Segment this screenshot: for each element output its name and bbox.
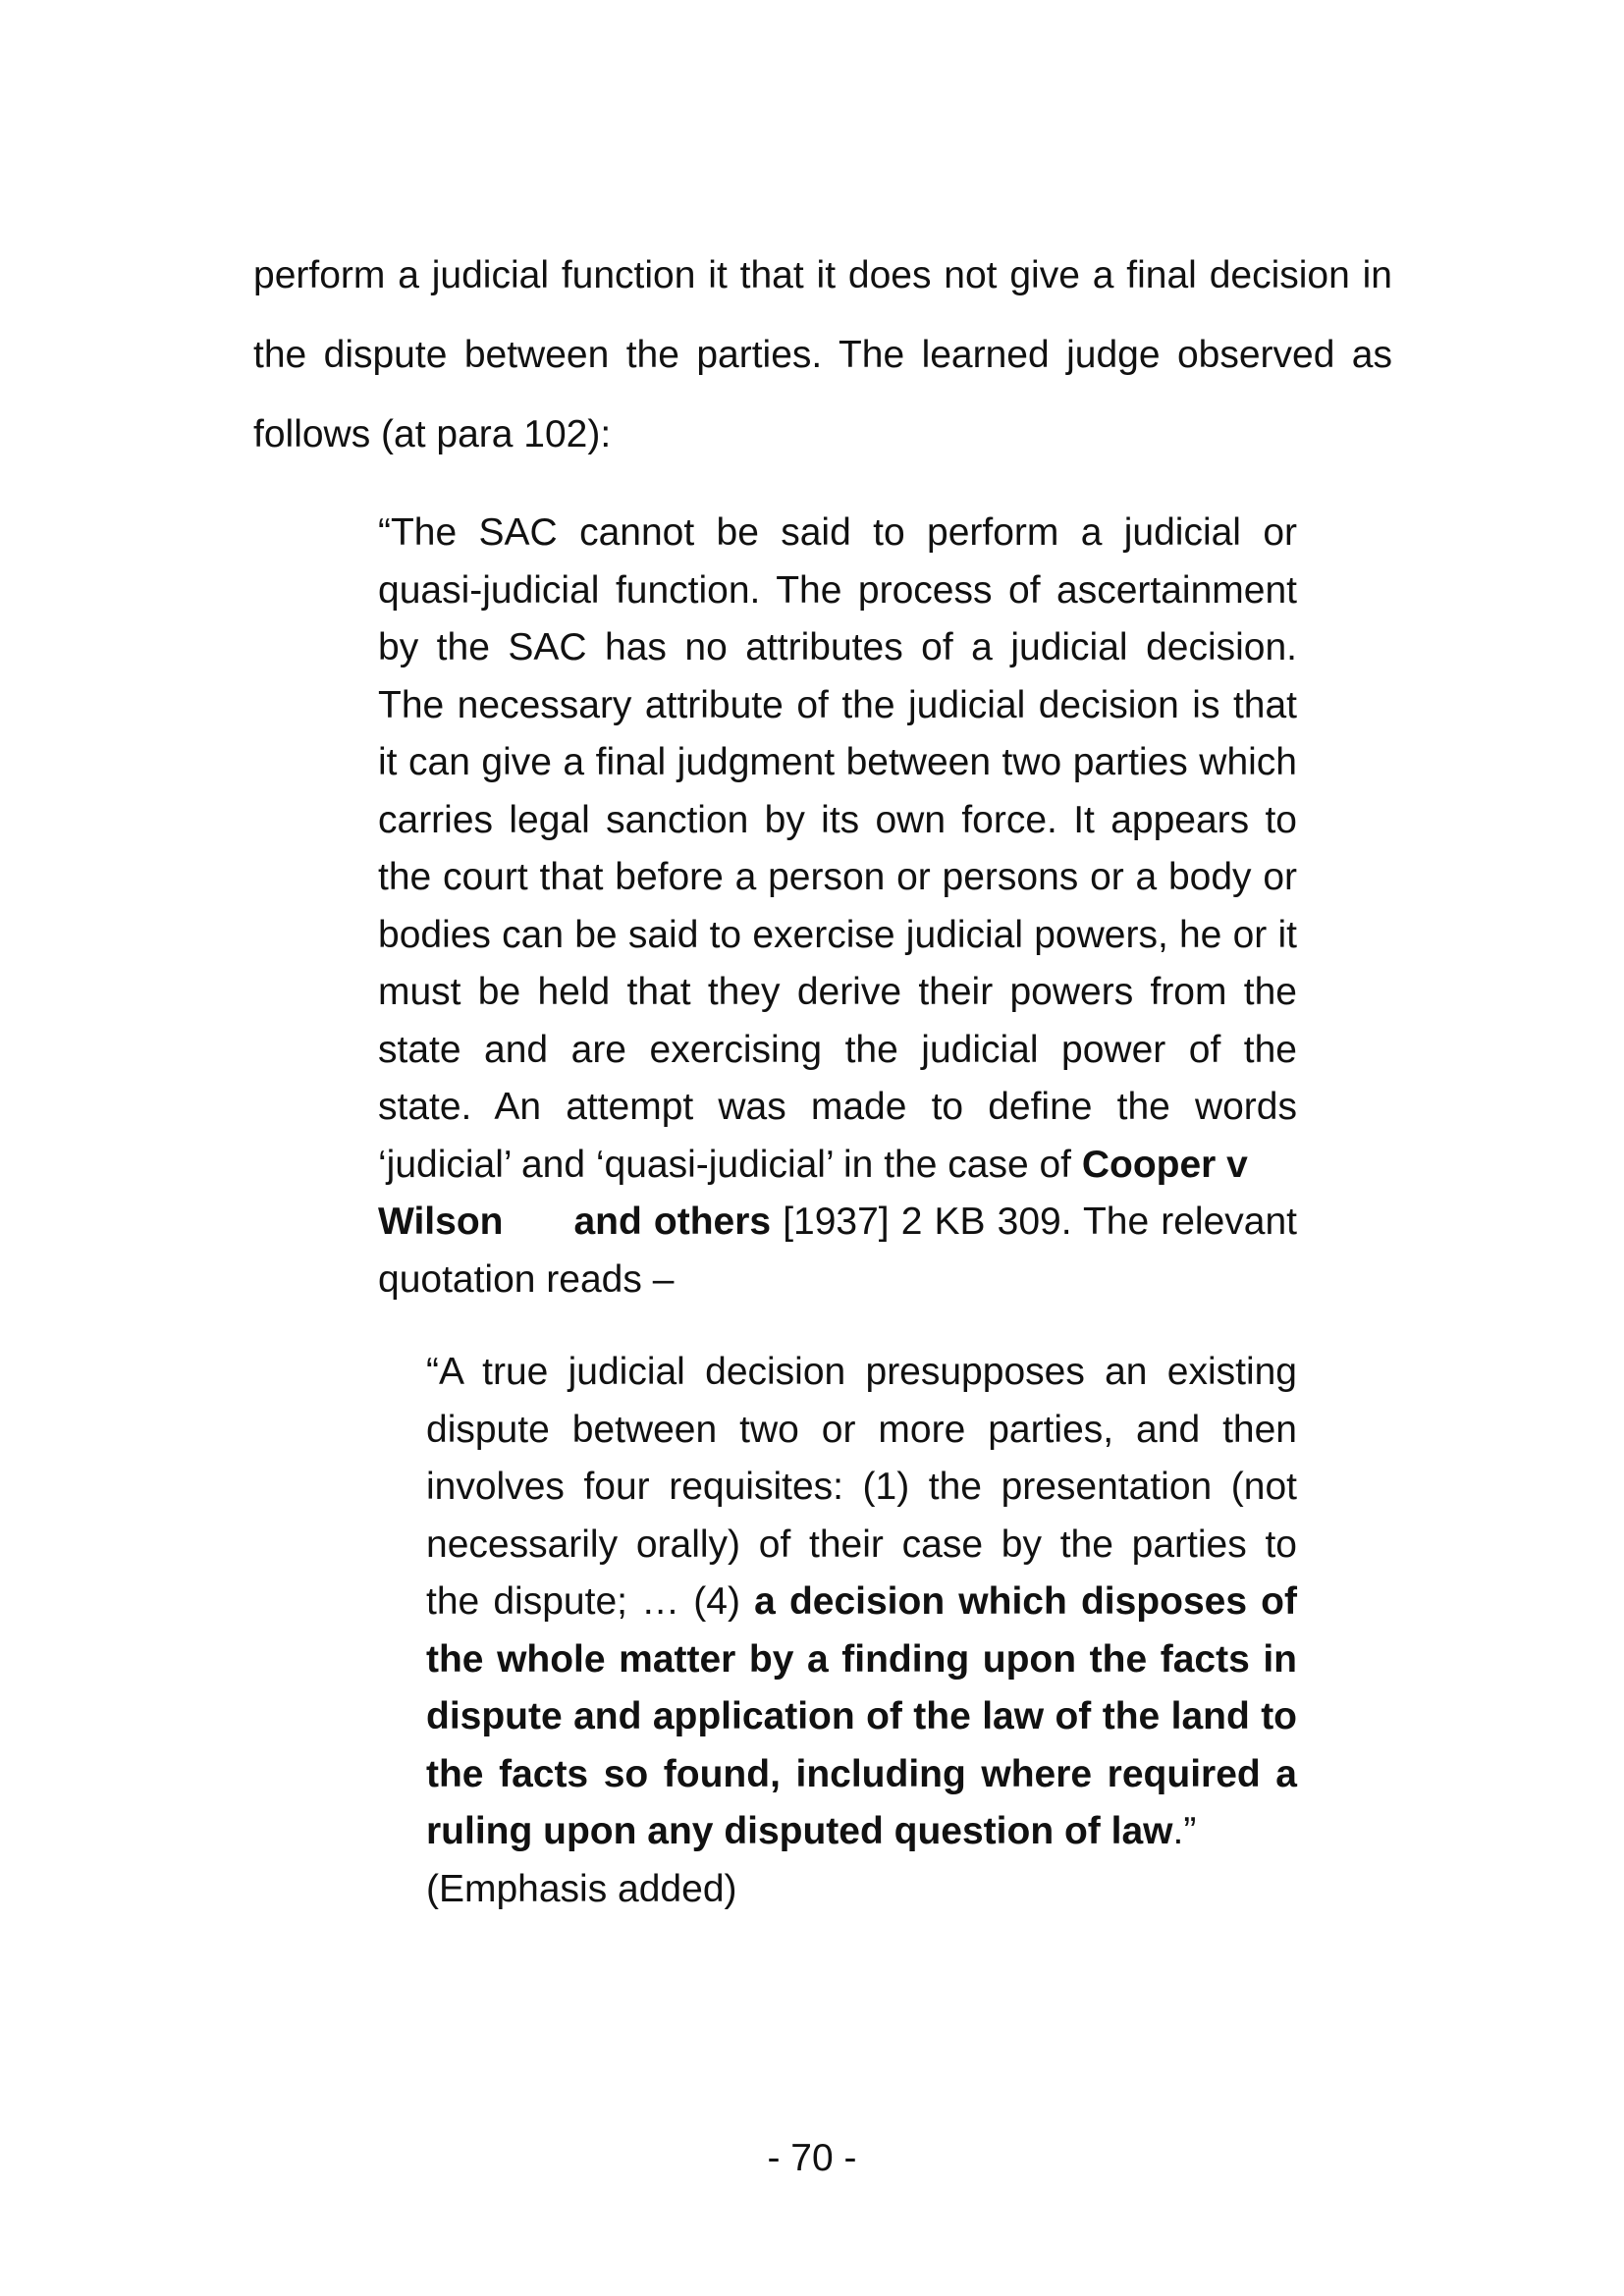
nested-quote-emphasis: a decision which disposes of the whole matter by a finding upon the facts in dispute and application of the law of the land to the facts so found, including where required a ruling upon any disputed question of law <box>426 1580 1297 1852</box>
page-number: - 70 - <box>767 2137 857 2179</box>
nested-quote-text: “A true judicial decision presupposes an existing dispute between two or more parties, and then involves four requisites: (1) the presentation (not necessarily orally) of their case by the parties to the dispute; … (4) <box>426 1351 1297 1623</box>
emphasis-note: (Emphasis added) <box>426 1867 737 1910</box>
nested-quote-closing: .” <box>1172 1810 1197 1852</box>
intro-paragraph: perform a judicial function it that it does not give a final decision in the dispute between the parties. The learned judge observed as follows (at para 102): <box>253 254 1392 455</box>
block-quote-citation: [1937] 2 KB 309. The relevant quotation reads – <box>378 1201 1297 1301</box>
case-name-and-others: and others <box>573 1201 772 1243</box>
nested-quote <box>426 1344 1297 1918</box>
block-quote <box>378 505 1297 1308</box>
block-quote-text: “The SAC cannot be said to perform a judicial or quasi-judicial function. The process of ascertainment by the SAC has no attributes of a judicial decision. The necessary attribute of the judicial decision is that it can give a final judgment between two parties which carries legal sanction by its own force. It appears to the court that before a person or persons or a body or bodies can be said to exercise judicial powers, he or it must be held that they derive their powers from the state and are exercising the judicial power of the state. An attempt was made to define the words ‘judicial’ and ‘quasi-judicial’ in the case of <box>378 511 1297 1186</box>
case-name-cooper-v-wilson: Cooper v Wilson <box>378 1143 1248 1243</box>
